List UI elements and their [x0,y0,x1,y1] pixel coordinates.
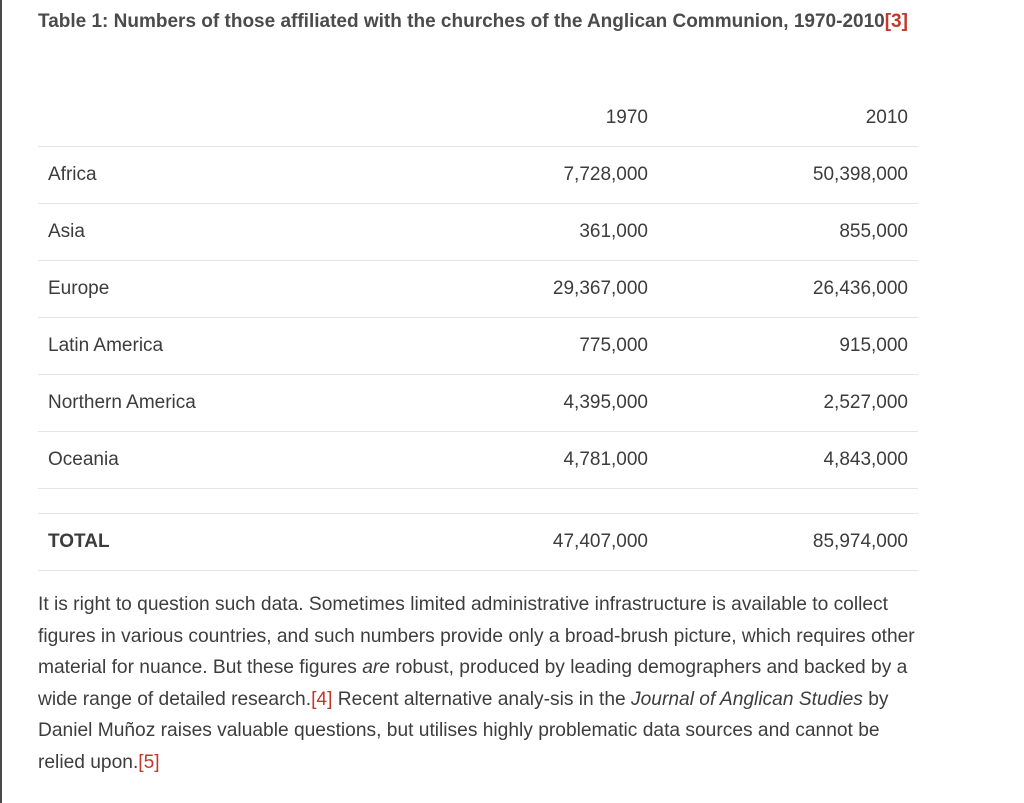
table-total-row [38,514,918,571]
value-1970-cell: 361,000 [368,204,658,261]
region-cell: Oceania [38,432,368,489]
paragraph-text: It is right to question such data. Sometimes limited administrative infrastructure is available to collect figures in various countries, and such numbers provide only a broad-brush picture, which requires other material for nuance. But these figures [38,594,915,679]
value-1970-cell: 4,781,000 [368,432,658,489]
total-2010-cell: 85,974,000 [658,514,918,571]
paragraph-text: robust, produced by leading demographers and backed by a wide range of detailed research. [38,657,908,710]
table-row [38,375,918,432]
table-header-row [38,88,918,147]
table-row [38,432,918,489]
value-1970-cell: 29,367,000 [368,261,658,318]
emphasis-text: are [362,657,390,679]
header-region [38,88,368,147]
body-paragraph [38,589,918,779]
caption-reference-link[interactable]: [3] [884,11,908,32]
paragraph-text: Recent alternative analy-sis in the [332,688,632,710]
footnote-link-4[interactable]: [4] [311,688,333,710]
table-row [38,318,918,375]
table-row [38,147,918,204]
total-label-cell: TOTAL [38,514,368,571]
region-cell: Latin America [38,318,368,375]
value-2010-cell: 915,000 [658,318,918,375]
value-1970-cell: 4,395,000 [368,375,658,432]
value-2010-cell: 50,398,000 [658,147,918,204]
footnote-link-5[interactable]: [5] [138,751,160,773]
region-cell: Africa [38,147,368,204]
total-1970-cell: 47,407,000 [368,514,658,571]
region-cell: Asia [38,204,368,261]
affiliation-table [38,88,918,571]
value-2010-cell: 2,527,000 [658,375,918,432]
caption-text: Table 1: Numbers of those affiliated with the churches of the Anglican Communion, 1970-2010 [38,11,885,32]
table-spacer-row [38,489,918,514]
table-row [38,204,918,261]
header-2010: 2010 [658,88,918,147]
value-1970-cell: 775,000 [368,318,658,375]
table-row [38,261,918,318]
region-cell: Northern America [38,375,368,432]
table-caption [38,6,938,37]
journal-title: Journal of Anglican Studies [631,688,863,710]
left-border [0,0,2,803]
region-cell: Europe [38,261,368,318]
value-2010-cell: 26,436,000 [658,261,918,318]
value-2010-cell: 855,000 [658,204,918,261]
header-1970: 1970 [368,88,658,147]
paragraph-text: by Daniel Muñoz raises valuable questions, but utilises highly problematic data sources and cannot be relied upon. [38,688,889,773]
value-1970-cell: 7,728,000 [368,147,658,204]
value-2010-cell: 4,843,000 [658,432,918,489]
